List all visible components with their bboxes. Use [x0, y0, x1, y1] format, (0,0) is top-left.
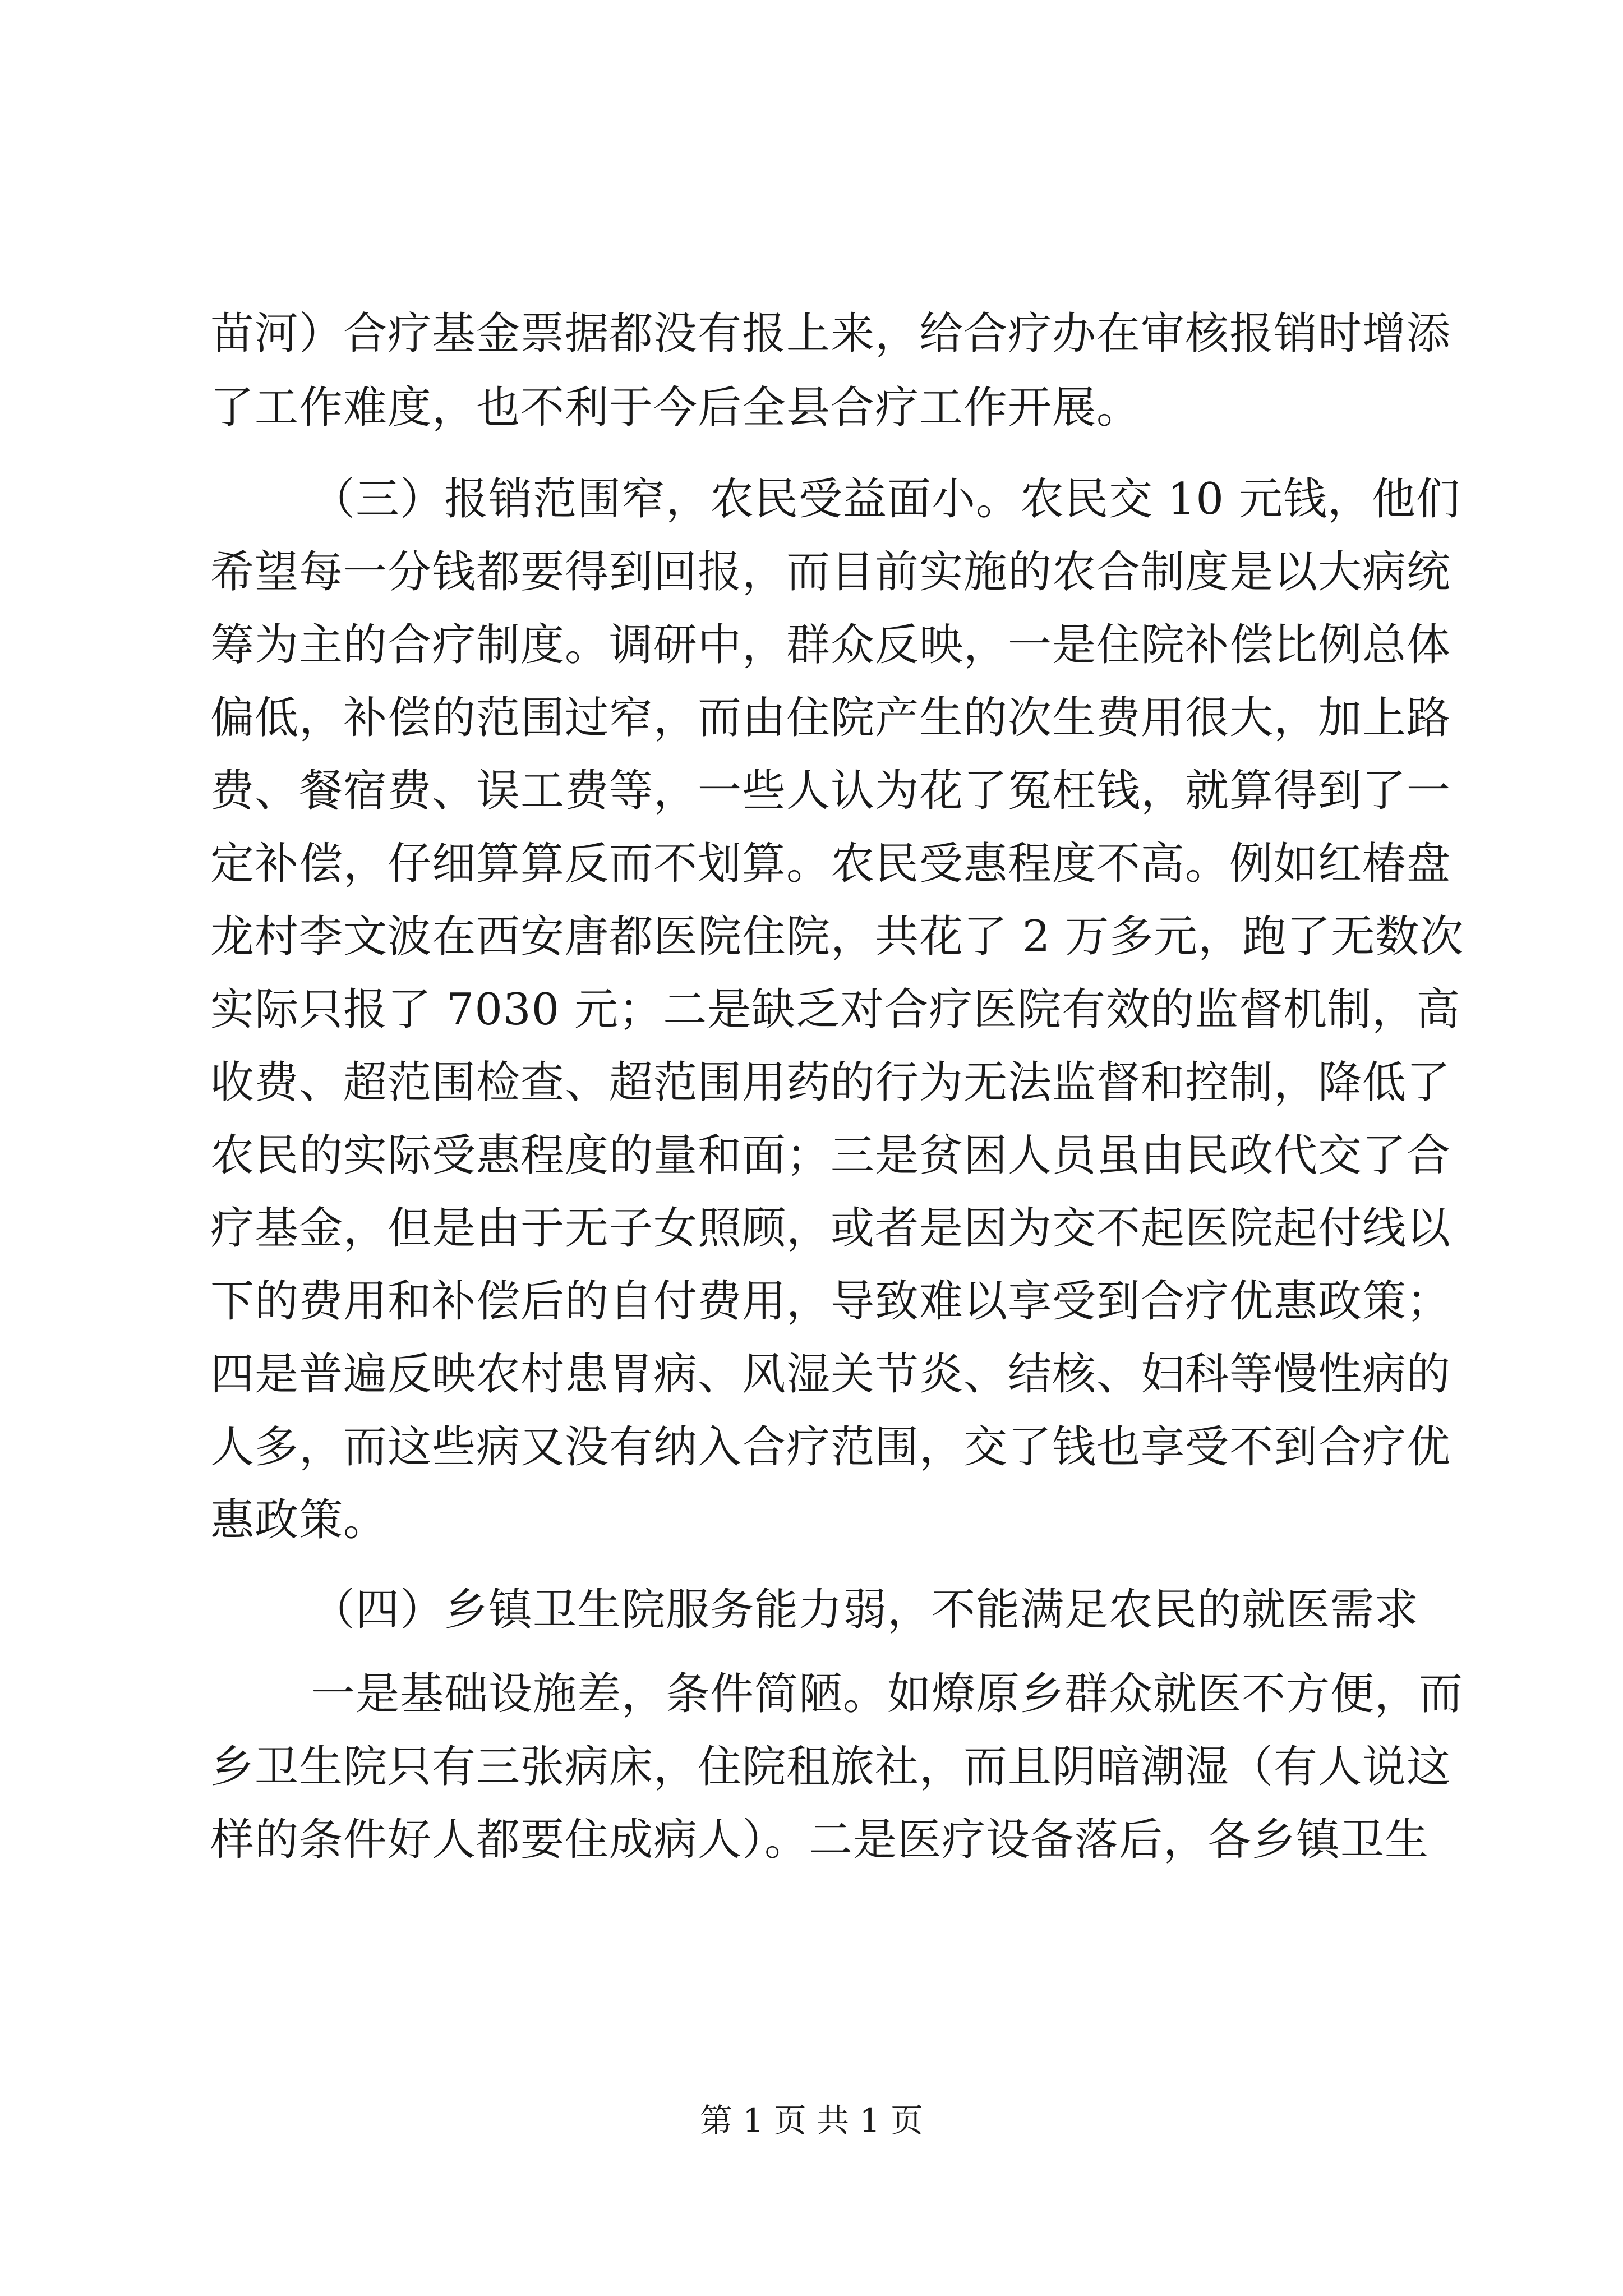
text-line-15: 四是普遍反映农村患胃病、风湿关节炎、结核、妇科等慢性病的: [210, 1349, 1451, 1400]
text-line-19: 一是基础设施差，条件简陋。如燎原乡群众就医不方便，而: [311, 1669, 1464, 1719]
text-line-1: 苗河）合疗基金票据都没有报上来，给合疗办在审核报销时增添: [210, 309, 1451, 359]
text-line-13: 疗基金，但是由于无子女照顾，或者是因为交不起医院起付线以: [210, 1203, 1451, 1254]
text-line-12: 农民的实际受惠程度的量和面；三是贫困人员虽由民政代交了合: [210, 1130, 1451, 1181]
text-line-16: 人多，而这些病又没有纳入合疗范围，交了钱也享受不到合疗优: [210, 1422, 1451, 1473]
text-line-4: 希望每一分钱都要得到回报，而目前实施的农合制度是以大病统: [210, 547, 1451, 597]
text-line-8: 定补偿，仔细算算反而不划算。农民受惠程度不高。例如红椿盘: [210, 839, 1451, 889]
text-line-2: 了工作难度，也不利于今后全县合疗工作开展。: [210, 383, 1141, 433]
text-line-9: 龙村李文波在西安唐都医院住院，共花了 2 万多元，跑了无数次: [210, 912, 1464, 962]
text-line-7: 费、餐宿费、误工费等，一些人认为花了冤枉钱，就算得到了一: [210, 766, 1451, 816]
text-line-5: 筹为主的合疗制度。调研中，群众反映，一是住院补偿比例总体: [210, 620, 1451, 670]
text-line-6: 偏低，补偿的范围过窄，而由住院产生的次生费用很大，加上路: [210, 693, 1451, 743]
text-line-21: 样的条件好人都要住成病人）。二是医疗设备落后，各乡镇卫生: [210, 1815, 1430, 1865]
text-line-14: 下的费用和补偿后的自付费用，导致难以享受到合疗优惠政策；: [210, 1276, 1451, 1327]
text-line-10: 实际只报了 7030 元；二是缺乏对合疗医院有效的监督机制，高: [210, 984, 1461, 1035]
text-line-3: （三）报销范围窄，农民受益面小。农民交 10 元钱，他们: [311, 474, 1460, 524]
text-line-20: 乡卫生院只有三张病床，住院租旅社，而且阴暗潮湿（有人说这: [210, 1742, 1451, 1792]
section-heading: （四）乡镇卫生院服务能力弱，不能满足农民的就医需求: [311, 1585, 1419, 1635]
text-line-11: 收费、超范围检查、超范围用药的行为无法监督和控制，降低了: [210, 1057, 1451, 1108]
text-line-17: 惠政策。: [210, 1495, 388, 1545]
page-number: 第 1 页 共 1 页: [700, 2101, 923, 2139]
